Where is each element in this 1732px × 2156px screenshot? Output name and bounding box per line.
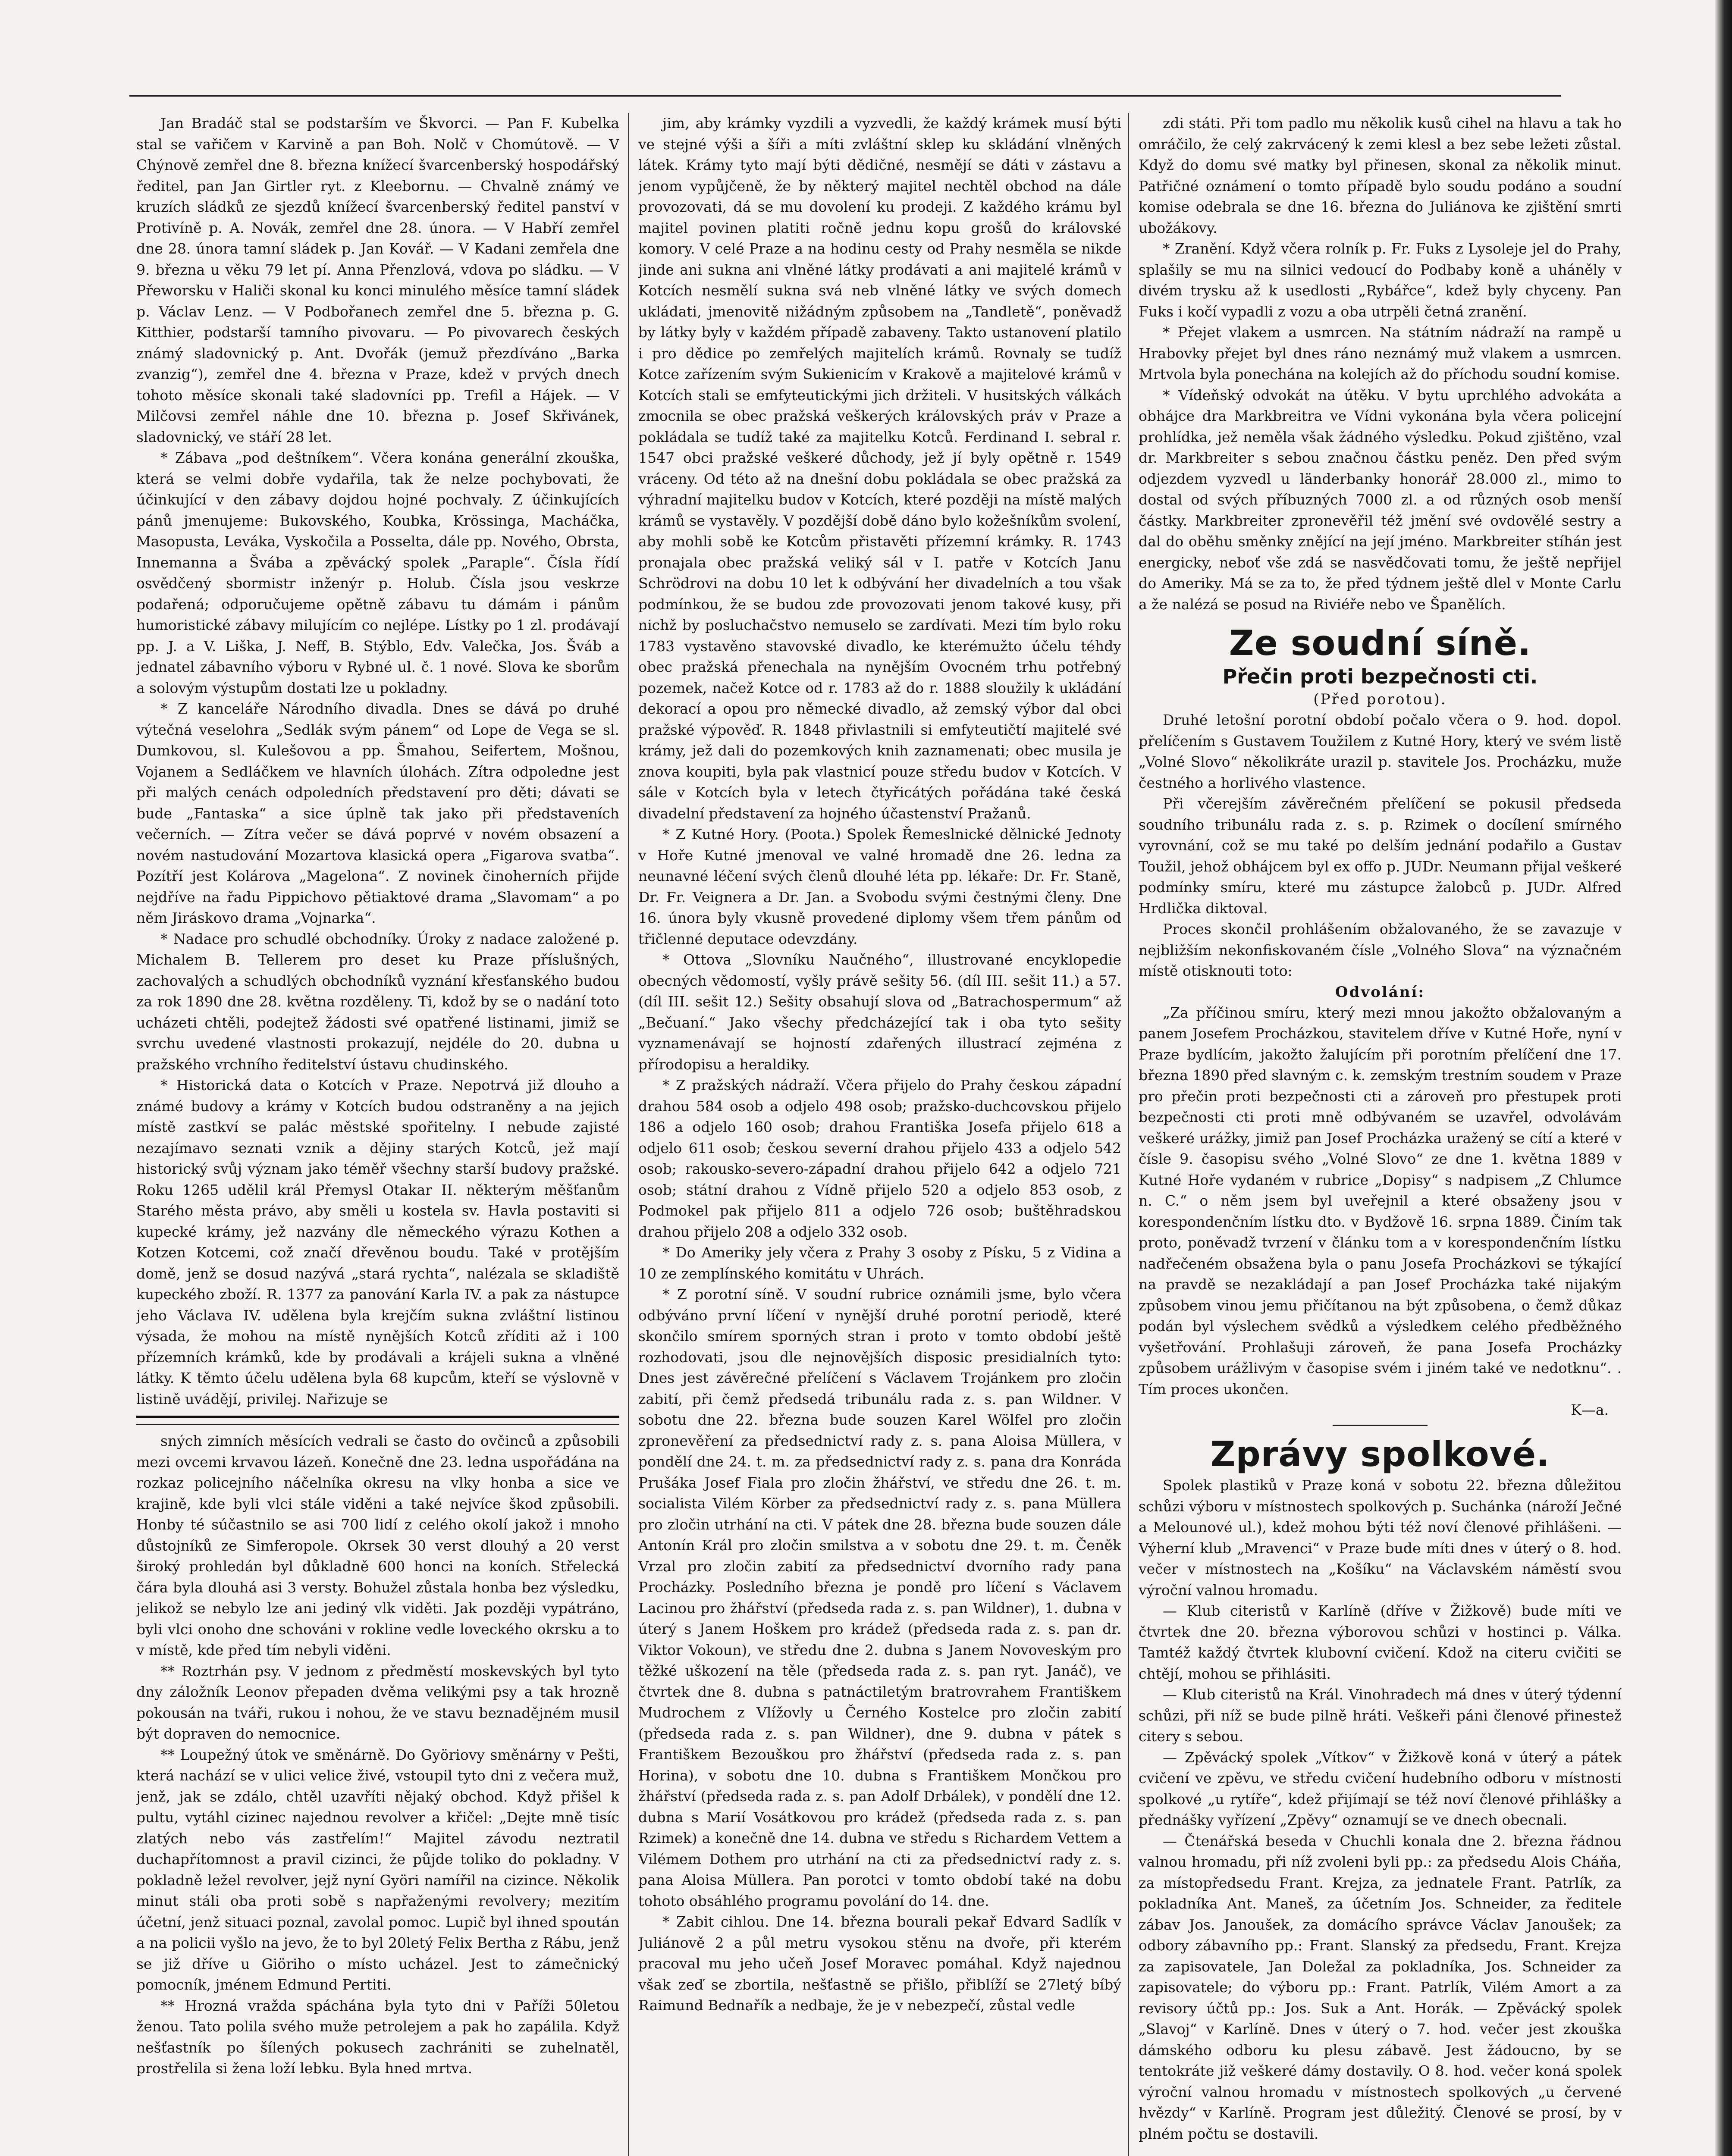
article-paragraph: sných zimních měsících vedrali se často do ovčinců a způsobili mezi ovcemi krvavou lázeň. Konečně dne 23. ledna uspořádána na rozkaz policejního náčelníka okresu na vlky honba a sice ve krajině, kde byli vlci stále viděni a také nejvíce škod způsobili. Honby té súčastnilo se asi 700 lidí z celého okolí jakož i mnoho důstojníků ze Simferopole. Okrsek 30 verst dlouhý a 20 verst široký prohledán byl důkladně 600 honci na koních. Střelecká čára byla dlouhá asi 3 versty. Bohužel zůstala honba bez výsledku, jelikož se nebylo lze ani jediný vlk viděti. Jak později vypátráno, byli vlci onoho dne schováni v rokline vedle loveckého okrsku a to v místě, kde před tím nebyli viděni. <box>136 1432 619 1658</box>
article-paragraph: Při včerejším závěrečném přelíčení se pokusil předseda soudního tribunálu rada z. s. p. Rzimek o docílení smírného vyrovnání, což se mu také po delším jednání podařilo a Gustav Toužil, jehož obhájcem byl ex offo p. JUDr. Neumann přijal veškeré podmínky smíru, které mu zástupce žalobců p. JUDr. Alfred Hrdlička diktoval. <box>1139 795 1622 917</box>
article-signature: K—a. <box>1571 1401 1609 1418</box>
column-left <box>136 113 619 2156</box>
article-subheading: Přečin proti bezpečnosti cti. <box>1222 665 1538 688</box>
article-paragraph: * Z Kutné Hory. (Poota.) Spolek Řemeslnické dělnické Jednoty v Hoře Kutné jmenoval ve valné hromadě dne 26. ledna za neunavné léčení svých členů dlouhé léta pp. lékaře: Dr. Fr. Staně, Dr. Fr. Veignera a Dr. Jan. a Svobodu svými čestnými členy. Dne 16. února byly vkusně provedené diplomy všem třem pánům od třičlenné deputace odevzdány. <box>638 826 1121 947</box>
article-paragraph: Proces skončil prohlášením obžalovaného, že se zavazuje v nejbližším nekonfiskovaném čísle „Volného Slova“ na význačném místě otisknouti toto: <box>1139 921 1622 979</box>
column-divider <box>628 113 629 2156</box>
article-paragraph: Spolek plastiků v Praze koná v sobotu 22. března důležitou schůzi výboru v místnostech spolkových p. Suchánka (nároží Ječné a Melounové ul.), kdež mohou býti též noví členové přihlášeni. — Výherní klub „Mravenci“ v Praze bude míti dnes v úterý o 8. hod. večer v místnostech na „Košíku“ na Václavském náměstí svou výroční valnou hromadu. <box>1139 1477 1622 1598</box>
article-paragraph: * Vídeňský odvokát na útěku. V bytu uprchlého advokáta a obhájce dra Markbreitra ve Vídni vykonána byla včera policejní prohlídka, jež neměla však žádného výsledku. Pokud zjištěno, vzal dr. Markbreiter s sebou značnou částku peněz. Den před svým odjezdem vyzvedl u länderbanky honorář 28.000 zl., mimo to dostal od svých příbuzných 7000 zl. a od různých osob menší částky. Markbreiter zpronevěřil též jmění své ovdovělé sestry a dal do oběhu směnky znějící na její jméno. Markbreiter stíhán jest energicky, neboť vše zdá se nasvědčovati tomu, že ještě nepřijel do Ameriky. Má se za to, že před týdnem ještě dlel v Monte Carlu a že nalézá se posud na Riviéře nebo ve Španělích. <box>1139 386 1622 613</box>
article-paragraph: Jan Bradáč stal se podstarším ve Škvorci. — Pan F. Kubelka stal se vařičem v Karvině a pan Boh. Nolč v Chomútově. — V Chýnově zemřel dne 8. března knížecí švarcenberský hospodářský ředitel, pan Jan Girtler ryt. z Kleebornu. — Chvalně známý ve kruzích sládků ze sjezdů knížecí švarcenberský ředitel panství v Protivíně p. A. Novák, zemřel dne 28. února. — V Habří zemřel dne 28. února tamní sládek p. Jan Kovář. — V Kadani zemřela dne 9. března u věku 79 let pí. Anna Přenzlová, vdova po sládku. — V Přeworsku v Haliči skonal ku konci minulého měsíce tamní sládek p. Václav Lenz. — V Podbořanech zemřel dne 5. března p. G. Kitthier, podstarší tamního pivovaru. — Po pivovarech českých známý sladovnický p. Ant. Dvořák (jemuž přezdíváno „Barka zvanzig“), zemřel dne 4. března v Praze, kdež v prvých dnech tohoto měsíce skonali také sladovníci pp. Trefil a Hájek. — V Milčovsi zemřel náhle dne 10. března p. Josef Skřivánek, sladovnický, ve stáří 28 let. <box>136 115 619 445</box>
column-divider <box>1128 113 1129 2156</box>
page-edge-shadow <box>1715 0 1732 2156</box>
article-paragraph: „Za příčinou smíru, který mezi mnou jakožto obžalovaným a panem Josefem Procházkou, stavitelem dříve v Kutné Hoře, nyní v Praze bydlícím, jakožto žalujícím při porotním přelíčení dne 17. března 1890 před slavným c. k. zemským trestním soudem v Praze pro přečin proti bezpečnosti cti a zároveň pro přestupek proti bezpečnosti cti proti mně odbývaném se uzavřel, odvolávám veškeré urážky, jimiž pan Josef Procházka uražený se cítí a které v čísle 9. časopisu svého „Volné Slovo“ ze dne 1. května 1889 v Kutné Hoře vydaném v rubrice „Dopisy“ s nadpisem „Z Chlumce n. C.“ o něm jsem byl uveřejnil a které obsaženy jsou v korespondenčním lístku dto. v Bydžově 16. srpna 1889. Činím tak proto, poněvadž tvrzení v článku tom a v korespondenčním lístku nadřečeném obsažena byla o panu Josefa Procházkovi se týkající na pravdě se nezakládají a pan Josef Procházka také nijakým způsobem vinou jemu přičítanou na být způsobena, o čemž důkaz podán byl výslechem svědků a výsledkem celého předběžného vyšetřování. Prohlašuji zároveň, že pana Josefa Procházky způsobem urážlivým v časopise svém i jiném také ve nedotknu“. . Tím proces ukončen. <box>1139 1004 1622 1398</box>
article-paragraph: * Z kanceláře Národního divadla. Dnes se dává po druhé výtečná veselohra „Sedlák svým pánem“ od Lope de Vega se sl. Dumkovou, sl. Kulešovou a pp. Šmahou, Seifertem, Mošnou, Vojanem a Sedláčkem ve hlavních úlohách. Zítra odpoledne jest při malých cenách odpoledních představení pro děti; dávati se bude „Fantaska“ a sice úplně tak jako při představeních večerních. — Zítra večer se dává poprvé v novém obsazení a novém nastudování Mozartova klasická opera „Figarova svatba“. Pozítří jest Kolárova „Magelona“. Z novinek činoherních přijde nejdříve na řadu Pippichovo pětiaktové drama „Slavomam“ a po něm Jiráskovo drama „Vojnarka“. <box>136 700 619 926</box>
article-paragraph: * Z porotní síně. V soudní rubrice oznámili jsme, bylo včera odbýváno první líčení v nynější druhé porotní periodě, které skončilo smírem sporných stran i proto v tomto období ještě rozhodovati, jsou dle nejnovějších disposic presidialních tyto: Dnes jest závěrečné přelíčení s Václavem Trojánkem pro zločin zabití, při čemž předsedá tribunálu rada z. s. pan Wildner. V sobotu dne 22. března bude souzen Karel Wölfel pro zločin zpronevěření za předsednictví rady z. s. pana Aloisa Müllera, v pondělí dne 24. t. m. za předsednictví rady z. s. pana dra Konráda Prušáka Josef Fiala pro zločin žhářství, ve středu dne 26. t. m. socialista Vilém Körber za předsednictví rady z. s. pana Müllera pro zločin utrhání na cti. V pátek dne 28. března bude souzen dále Antonín Král pro zločin smilstva a v sobotu dne 29. t. m. Čeněk Vrzal pro zločin zabití za předsednictví dvorního rady pana Procházky. Posledního března je pondě pro líčení s Václavem Lacinou pro žhářství (předseda rada z. s. pan Wildner), 1. dubna v úterý s Janem Hoškem pro krádež (předseda rada z. s. pan dr. Viktor Vokoun), ve středu dne 2. dubna s Janem Novoveským pro těžké uškození na těle (předseda rada z. s. pan ryt. Janáč), ve čtvrtek dne 8. dubna s patnáctiletým bratrovrahem Františkem Mudrochem z Vlížovly u Černého Kostelce pro zločin zabití (předseda rada z. s. pan Wildner), dne 9. dubna v pátek s Františkem Bezouškou pro žhářství (předseda rada z. s. pan Horina), v sobotu dne 10. dubna s Františkem Mončkou pro žhářství (předseda rada z. s. pan Adolf Drbálek), v pondělí dne 12. dubna s Marií Vosátkovou pro krádež (předseda rada z. s. pan Rzimek) a konečně dne 14. dubna ve středu s Richardem Vettem a Vilémem Dothem pro utrhání na cti za předsednictví rady z. s. pana Aloisa Müllera. Pan porotci v tomto období také na dobu tohoto obsáhlého programu povolání do 14. dne. <box>638 1286 1121 1909</box>
article-paragraph: — Klub citeristů v Karlíně (dříve v Žižkově) bude míti ve čtvrtek dne 20. března výborovou schůzi v hostinci p. Válka. Tamtéž každý čtvrtek klubovní cvičení. Kdož na citeru cvičiti se chtějí, mohou se přihlásiti. <box>1139 1602 1622 1682</box>
top-rule <box>129 95 1561 97</box>
section-separator <box>136 1416 619 1425</box>
article-paragraph: jim, aby krámky vyzdili a vyzvedli, že každý krámek musí býti ve stejné výši a šíři a míti zvláštní sklep ku skládání vlněných látek. Krámy tyto mají býti dědičné, nesmějí se dáti v zástavu a jenom vypůjčeně, že by některý majitel nechtěl obchod na dále provozovati, dá se mu dovolení ku prodeji. Z každého krámu byl majitel povinen platiti ročně jednu kopu grošů do královské komory. V celé Praze a na hodinu cesty od Prahy nesměla se nikde jinde ani sukna ani vlněné látky prodávati a ani majitelé krámů v Kotcích nesmělí sukna svá neb vlněné látky ve svých domech ukládati, jmenovitě nižádným způsobem na „Tandletě“, poněvadž by látky byly v každém případě zabaveny. Takto ustanovení platilo i pro dědice po zemřelých majitelích krámů. Rovnaly se tudíž Kotce zařízením svým Sukienicím v Krakově a majitelové krámů v Kotcích stali se emfyteutickými jich držiteli. V husitských válkách zmocnila se obec pražská veškerých královských práv v Praze a pokládala se tudíž také za majitelku Kotců. Ferdinand I. sebral r. 1547 obci pražské veškeré důchody, jež jí byly opětně r. 1549 vráceny. Od této až na dnešní dobu pokládala se obec pražská za výhradní majitelku budov v Kotcích, které později na místě malých krámů se vystavěly. V pozdější době dáno bylo kožešníkům svolení, aby mohli sobě ke Kotcům přistavěti přízemní krámky. R. 1743 pronajala obec pražská veliký sál v I. patře v Kotcích Janu Schrödrovi na dobu 10 let k odbývání her divadelních a tou však podmínkou, že se budou zde provozovati jenom takové kusy, při nichž by posluchačstvo nemuselo se zardívati. Mezi tím bylo roku 1783 vystavěno stavovské divadlo, ke kterémužto účelu téhdy obec pražská přenechala na nynějším Ovocném trhu potřebný pozemek, načež Kotce od r. 1783 až do r. 1888 sloužily k ukládání dekorací a opou pro německé divadlo, až zemský výbor dal obci pražské výpověď. R. 1848 přivlastnili si emfyteutičtí majitelé své krámy, jež dali do pozemkových knih zaznamenati; obec musila je znova koupiti, byla pak vlastnicí pouze středu budov v Kotcích. V sále v Kotcích byla v letech čtyřicátých pořádána také česká divadelní představení za hojného účastenství Pražanů. <box>638 115 1121 822</box>
article-paragraph: — Klub citeristů na Král. Vinohradech má dnes v úterý týdenní schůzi, při níž se bude pilně hráti. Veškeři páni členové přinestež citery s sebou. <box>1139 1686 1622 1745</box>
article-paragraph: * Z pražských nádraží. Včera přijelo do Prahy českou západní drahou 584 osob a odjelo 498 osob; pražsko-duchcovskou přijelo 186 a odjelo 160 osob; drahou Františka Josefa přijelo 618 a odjelo 611 osob; českou severní drahou přijelo 433 a odjelo 542 osob; rakousko-severo-západní drahou přijelo 642 a odjelo 721 osob; státní drahou z Vídně přijelo 520 a odjelo 853 osob, z Podmokel pak přijelo 811 a odjelo 726 osob; buštěhradskou drahou přijelo 208 a odjelo 332 osob. <box>638 1077 1121 1240</box>
section-heading: Zprávy spolkové. <box>1210 1434 1550 1474</box>
article-paragraph: ** Roztrhán psy. V jednom z předměstí moskevských byl tyto dny záložník Leonov přepaden dvěma velikými psy a tak hrozně pokousán na tváři, rukou i nohou, že ve stavu beznadějném musil být dopraven do nemocnice. <box>136 1662 619 1742</box>
article-paragraph: * Ottova „Slovníku Naučného“, illustrované encyklopedie obecných vědomostí, vyšly právě sešity 56. (díl III. sešit 11.) a 57. (díl III. sešit 12.) Sešity obsahují slova od „Batrachospermum“ až „Bečuaní.“ Jako všechy předcházející tak i oba tyto sešity vyznamenávají se hojností zdařených illustrací zejména z přírodopisu a heraldiky. <box>638 951 1121 1073</box>
section-heading: Ze soudní síně. <box>1229 623 1531 663</box>
article-paragraph: Druhé letošní porotní období počalo včera o 9. hod. dopol. přelíčením s Gustavem Toužilem z Kutné Hory, který ve svém listě „Volné Slovo“ několikráte urazil p. stavitele Jos. Procházku, muže čestného a horlivého vlastence. <box>1139 711 1622 791</box>
article-paragraph: zdi státi. Při tom padlo mu několik kusů cihel na hlavu a tak ho omráčilo, že celý zakrvácený k zemi klesl a bez sebe ležeti zůstal. Když do domu své matky byl přinesen, skonal za několik minut. Patřičné oznámení o tomto případě bylo soudu podáno a soudní komise odebrala se dne 16. března do Juliánova ke zjištění smrti ubožákovy. <box>1139 115 1622 236</box>
article-paragraph: * Zranění. Když včera rolník p. Fr. Fuks z Lysoleje jel do Prahy, splašily se mu na silnici vedoucí do Podbaby koně a uháněly v divém trysku až k usedlosti „Rybářce“, kdež byly chyceny. Pan Fuks i kočí vypadli z vozu a oba utrpěli četná zranění. <box>1139 240 1622 320</box>
article-paragraph: * Zabit cihlou. Dne 14. března bourali pekař Edvard Sadlík v Juliánově 2 a půl metru vysokou stěnu na dvoře, při kterém pracoval mu jeho učeň Josef Moravec pomáhal. Když najednou však zeď se zbortila, nešťastně se přišlo, přiblíží se 27letý bíbý Raimund Bednařík a nedbaje, že je v nebezpečí, zůstal vedle <box>638 1913 1121 2014</box>
article-note: (Před porotou). <box>1313 691 1447 708</box>
article-paragraph: — Čtenářská beseda v Chuchli konala dne 2. března řádnou valnou hromadu, při níž zvoleni byli pp.: za předsedu Alois Cháňa, za místopředsedu Frant. Krejza, za jednatele Frant. Patrlík, za pokladníka Ant. Maneš, za účetním Jos. Schneider, za ředitele zábav Jos. Janoušek, za domácího správce Václav Janoušek; za odbory zábavního pp.: Frant. Slanský za předsedu, Frant. Krejza za zapisovatele, Jan Doležal za pokladníka, Jos. Schneider za zapisovatele; do výboru pp.: Frant. Patrlík, Vilém Amort a za revisory účtů pp.: Jos. Suk a Ant. Horák. — Zpěvácký spolek „Slavoj“ v Karlíně. Dnes v úterý o 7. hod. večer jest zkouška dámského odboru ku plesu zábavě. Jest žádoucno, by se tentokráte již veškeré dámy dostavily. O 8. hod. večer koná spolek výroční valnou hromadu v místnostech spolkových „u červené hvězdy“ v Karlíně. Program jest důležitý. Členové se prosí, by v plném počtu se dostavili. <box>1139 1832 1622 2142</box>
column-right <box>1139 113 1622 2156</box>
article-paragraph: * Nadace pro schudlé obchodníky. Úroky z nadace založené p. Michalem B. Tellerem pro deset ku Praze příslušných, zachovalých a schudlých obchodníků vyznání křesťanského budou za rok 1890 dne 28. května rozděleny. Ti, kdož by se o nadání toto ucházeti chtěli, podejtež žádosti své opatřené listinami, jimiž se svrchu uvedené vlastnosti prokazují, nejdéle do 20. dubna u pražského vrchního ředitelství ústavu chudinského. <box>136 930 619 1073</box>
article-paragraph: * Historická data o Kotcích v Praze. Nepotrvá již dlouho a známé budovy a krámy v Kotcích budou odstraněny a na jejich místě zastkví se palác městské spořitelny. I nebude zajisté nezajímavo seznati vznik a dějiny starých Kotců, jež mají historický svůj význam jako téměř všechny starší budovy pražské. Roku 1265 udělil král Přemysl Otakar II. některým měšťanům Starého města právo, aby směli u kostela sv. Havla postaviti si kupecké krámy, jež nazvány dle německého výrazu Kothen a Kotzen Kotcemi, což značí dřevěnou boudu. Také v protějším domě, jenž se dosud nazývá „stará rychta“, nalézala se skladiště kupeckého zboží. R. 1377 za panování Karla IV. a pak za nástupce jeho Václava IV. udělena byla krejčím sukna zvláštní listinou výsada, že mohou na místě nynějších Kotců zříditi až i 100 přízemních krámků, kde by prodávali a krájeli sukna a vlněné látky. K těmto účelu udělena byla 68 kupcům, kteří se výslovně v listině uvádějí, privilej. Nařizuje se <box>136 1077 619 1407</box>
article-paragraph: * Zábava „pod deštníkem“. Včera konána generální zkouška, která se velmi dobře vydařila, tak že nelze pochybovati, že účinkující v den zábavy dojdou hojné pochvaly. Z účinkujících pánů jmenujeme: Bukovského, Koubka, Krössinga, Macháčka, Masopusta, Leváka, Vyskočila a Posselta, dále pp. Nového, Obrsta, Innemanna a Švába a zpěvácký spolek „Paraple“. Čísla řídí osvědčený sbormistr inženýr p. Holub. Čísla jsou veskrze podařená; odporučujeme opětně zábavu tu dámám i pánům humoristické zábavy milujícím co nejlépe. Lístky po 1 zl. prodávají pp. J. a V. Liška, J. Neff, B. Stýblo, Edv. Valečka, Jos. Šváb a jednatel zábavního výboru v Rybné ul. č. 1 nové. Slova ke sborům a solovým výstupům dostati lze u pokladny. <box>136 449 619 696</box>
section-rule <box>1333 1425 1428 1426</box>
article-paragraph: — Zpěvácký spolek „Vítkov“ v Žižkově koná v úterý a pátek cvičení ve zpěvu, ve středu cvičení hudebního odboru v místnosti spolkové „u rytíře“, kdež přijímají se též noví členové přihlášky a přednášky vyřízení „Zpěvy“ oznamují se ve dnech obecnali. <box>1139 1749 1622 1828</box>
article-paragraph: * Přejet vlakem a usmrcen. Na státním nádraží na rampě u Hrabovky přejet byl dnes ráno neznámý muž vlakem a usmrcen. Mrtvola byla ponechána na kolejích až do příchodu soudní komise. <box>1139 324 1622 382</box>
article-subheading: Odvolání: <box>1335 983 1425 1001</box>
article-paragraph: ** Hrozná vražda spáchána byla tyto dni v Paříži 50letou ženou. Tato polila svého muže petrolejem a pak ho zapálila. Když nešťastník po šílených pokusech zachrániti se zuhelnatěl, prostřelila si žena loží lebku. Byla hned mrtva. <box>136 1997 619 2077</box>
column-middle <box>638 113 1121 2156</box>
article-paragraph: ** Loupežný útok ve směnárně. Do Györiovy směnárny v Pešti, která nachází se v ulici velice živé, vstoupil tyto dni z večera muž, jenž, jak se zdálo, chtěl uzavříti nějaký obchod. Když přišel k pultu, vytáhl cizinec najednou revolver a křičel: „Dejte mně tisíc zlatých nebo vás zastřelím!“ Majitel závodu neztratil duchapřítomnost a pravil cizinci, že půjde toliko do pokladny. V pokladně ležel revolver, jejž nyní Györi namířil na cizince. Několik minut stáli oba proti sobě s napřaženými revolvery; mezitím účetní, jenž situaci poznal, zavolal pomoc. Lupič byl ihned spoután a na policii vyšlo na jevo, že to byl 20letý Felix Bertha z Rábu, jenž se již dříve u Giöriho o místo ucházel. Jest to zámečnický pomocník, jménem Edmund Pertiti. <box>136 1746 619 1993</box>
article-paragraph: * Do Ameriky jely včera z Prahy 3 osoby z Písku, 5 z Vidina a 10 ze zemplínského komitátu v Uhrách. <box>638 1244 1121 1282</box>
